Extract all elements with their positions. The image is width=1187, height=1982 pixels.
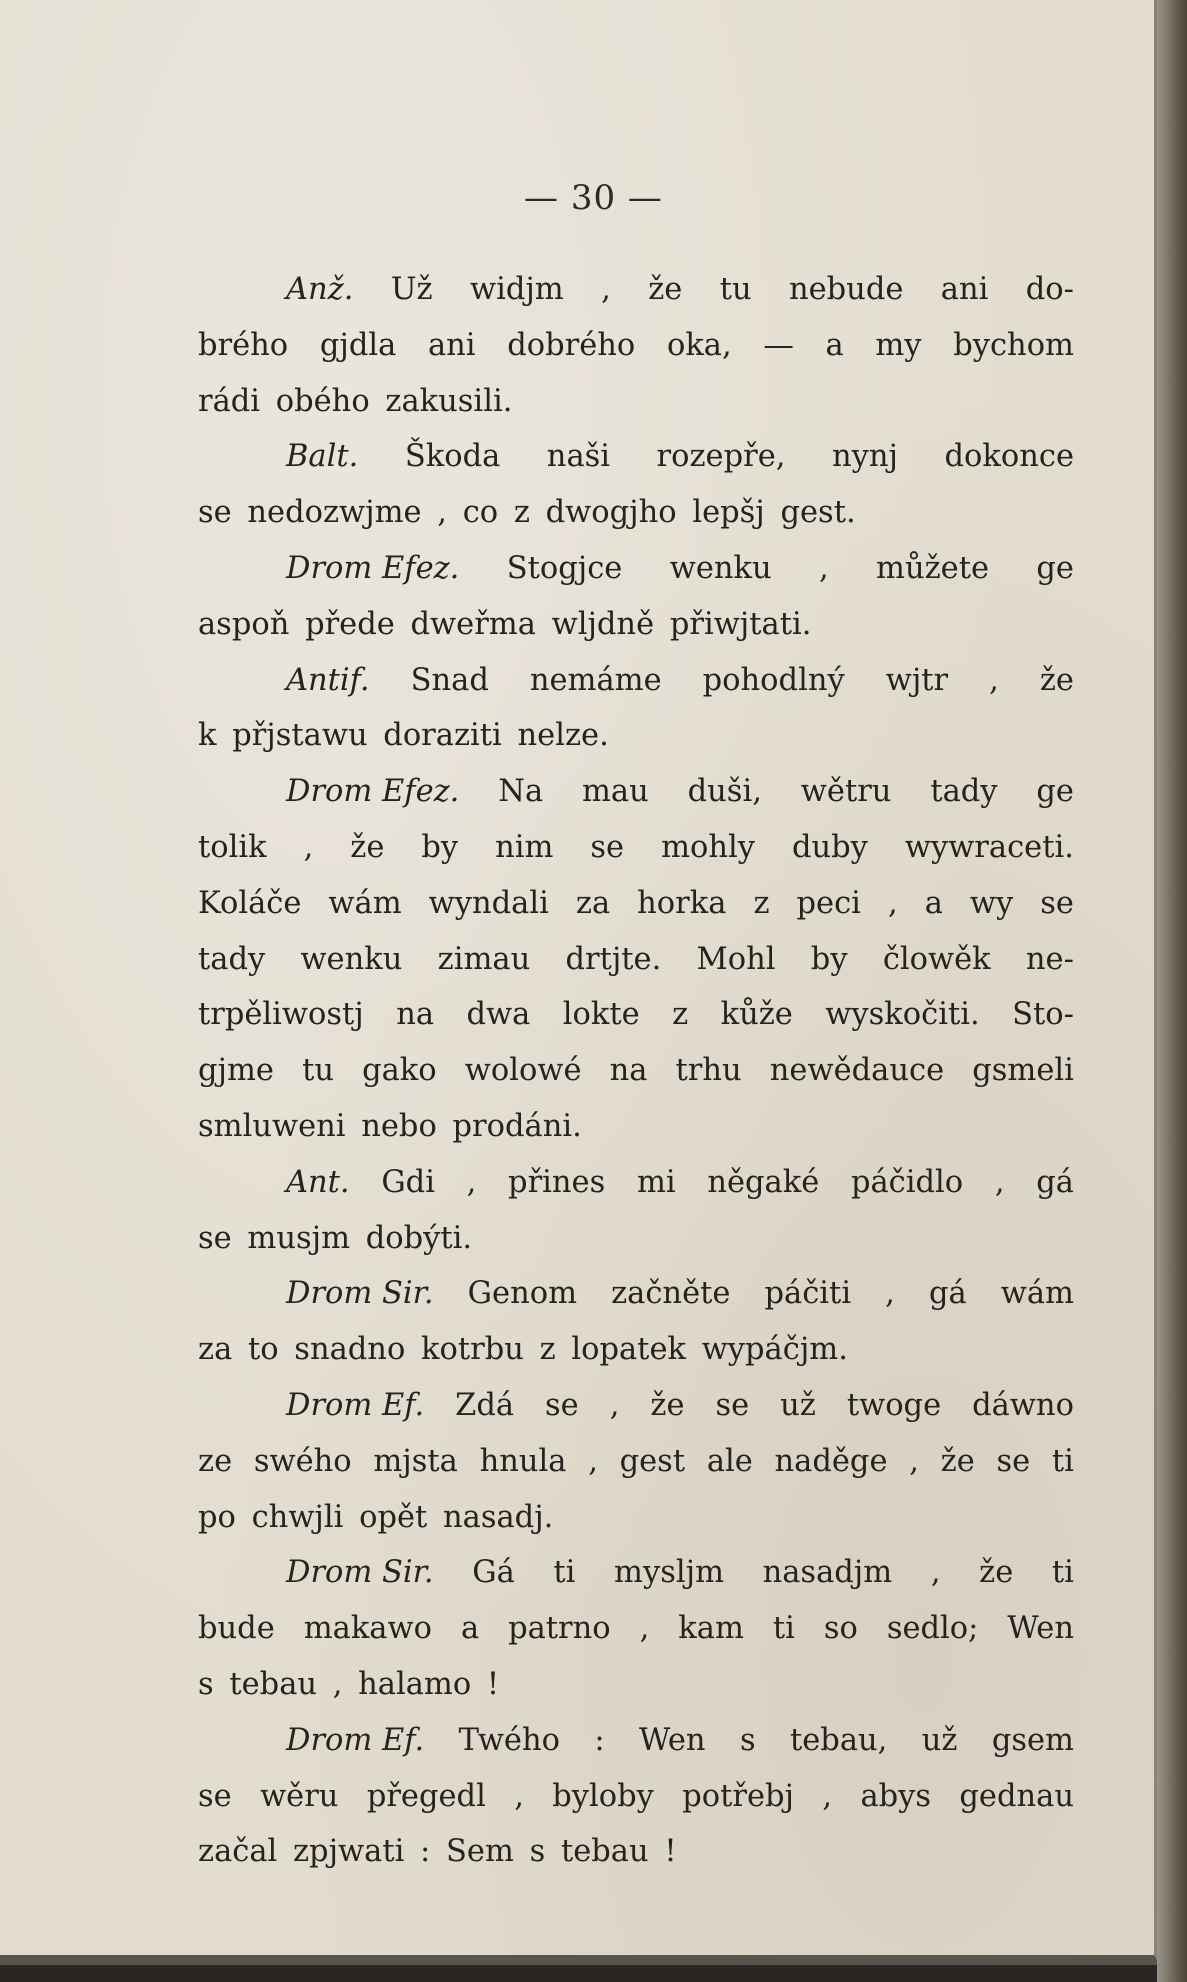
word: rozepře,: [656, 439, 786, 475]
word: aspoň: [198, 606, 290, 642]
word: nemáme: [529, 662, 662, 698]
word: kůže: [720, 997, 793, 1033]
word: wypáčjm.: [701, 1332, 848, 1368]
word: ,: [437, 495, 447, 531]
word: oka,: [666, 327, 732, 363]
word: nebude: [788, 272, 904, 307]
speaker-name: Anž.: [286, 272, 354, 307]
word: Snad: [410, 662, 489, 698]
page-right-edge: [1157, 0, 1187, 1982]
word: z: [539, 1332, 556, 1368]
word: sedlo;: [886, 1611, 979, 1647]
word: swého: [253, 1443, 352, 1479]
word: to: [247, 1332, 279, 1368]
text-line: [198, 708, 1074, 764]
word: peci: [796, 885, 861, 921]
word: smluweni: [198, 1108, 346, 1144]
word: mysljm: [614, 1555, 724, 1591]
word: !: [664, 1834, 677, 1870]
word: gá: [928, 1276, 967, 1312]
word: ,: [887, 885, 898, 921]
word: wěru: [260, 1778, 339, 1814]
word: už: [921, 1722, 958, 1758]
word: duši,: [687, 774, 762, 810]
word: ze: [198, 1443, 233, 1479]
word: doraziti: [383, 718, 502, 754]
word: makawo: [303, 1611, 432, 1647]
word: na: [609, 1053, 648, 1089]
word: dokonce: [944, 439, 1074, 475]
word: se: [198, 495, 232, 531]
word: se: [996, 1443, 1031, 1479]
word: dwogjho: [545, 495, 677, 531]
speaker-name: Drom Efez.: [286, 550, 460, 586]
word: se: [1040, 885, 1074, 921]
text-line: [198, 1211, 1074, 1267]
word: ,: [514, 1778, 524, 1814]
word: :: [420, 1834, 431, 1870]
word: z: [513, 495, 530, 531]
word: že: [1039, 662, 1074, 698]
word: že: [979, 1555, 1014, 1591]
word: wolowé: [464, 1053, 582, 1089]
word: Twého: [458, 1722, 560, 1758]
word: Sem: [446, 1834, 514, 1870]
speaker-name: Drom Sir.: [286, 1276, 434, 1312]
word: se: [198, 1778, 232, 1814]
word: ,: [466, 1164, 477, 1200]
word: dobrého: [507, 327, 636, 363]
word: ,: [989, 662, 999, 698]
word: wyskočiti.: [825, 997, 980, 1033]
word: patrno: [508, 1611, 611, 1647]
word: horka: [637, 885, 727, 921]
word: ,: [303, 829, 314, 865]
word: mjsta: [373, 1443, 458, 1479]
word: kotrbu: [421, 1332, 524, 1368]
word: že: [350, 829, 385, 865]
word: wyndali: [428, 885, 549, 921]
word: wjtr: [885, 662, 949, 698]
word: trpěliwostj: [198, 997, 364, 1033]
word: páčiti: [764, 1276, 852, 1312]
word: tady: [198, 941, 266, 977]
text-line: [198, 1266, 1074, 1322]
word: ,: [909, 1443, 919, 1479]
word: nynj: [831, 439, 898, 475]
word: —: [763, 327, 794, 363]
word: zpjwati: [292, 1834, 405, 1870]
text-line: [198, 1713, 1074, 1769]
word: přjstawu: [232, 718, 368, 754]
page-number: — 30 —: [524, 178, 663, 218]
word: páčidlo: [850, 1164, 964, 1200]
word: abys: [860, 1778, 932, 1814]
word: nebo: [361, 1108, 437, 1144]
word: tebau: [229, 1666, 318, 1702]
word: začal: [198, 1834, 278, 1870]
word: přede: [305, 606, 395, 642]
text-line: [198, 597, 1074, 653]
text-line: [198, 1601, 1074, 1657]
word: nelze.: [517, 718, 609, 754]
word: přiwjtati.: [669, 606, 812, 642]
word: a: [924, 885, 943, 921]
word: s: [198, 1666, 214, 1702]
text-line: [198, 653, 1074, 709]
text-line: [198, 932, 1074, 988]
word: můžete: [876, 550, 990, 586]
word: lokte: [562, 997, 640, 1033]
word: wenku: [300, 941, 403, 977]
word: ge: [1036, 550, 1074, 586]
word: so: [823, 1611, 858, 1647]
word: Wen: [639, 1722, 706, 1758]
word: Zdá: [455, 1387, 515, 1423]
word: dáwno: [972, 1387, 1074, 1423]
word: Stogjce: [506, 550, 623, 586]
word: se: [590, 829, 625, 865]
word: drtjte.: [565, 941, 662, 977]
word: Koláče: [198, 885, 302, 921]
text-line: [198, 541, 1074, 597]
word: gest: [619, 1443, 686, 1479]
word: wám: [328, 885, 402, 921]
text-line: [198, 1099, 1074, 1155]
word: potřebj: [682, 1778, 795, 1814]
word: zimau: [437, 941, 531, 977]
word: Na: [498, 774, 544, 810]
word: duby: [791, 829, 868, 865]
text-line: [198, 374, 1074, 430]
text-line: [198, 1824, 1074, 1880]
word: se: [715, 1387, 750, 1423]
word: ti: [1051, 1555, 1074, 1591]
word: gsmeli: [972, 1053, 1074, 1089]
word: wám: [1000, 1276, 1074, 1312]
text-line: [198, 1322, 1074, 1378]
word: ,: [332, 1666, 343, 1702]
text-line: [198, 764, 1074, 820]
word: tu: [302, 1053, 334, 1089]
word: ani: [940, 272, 989, 307]
word: gjdla: [319, 327, 397, 363]
word: lopatek: [571, 1332, 686, 1368]
word: něgaké: [707, 1164, 820, 1200]
word: už: [780, 1387, 816, 1423]
word: ti: [772, 1611, 795, 1647]
word: Wen: [1007, 1611, 1074, 1647]
word: Gá: [472, 1555, 515, 1591]
word: naši: [546, 439, 611, 475]
word: gá: [1036, 1164, 1074, 1200]
word: my: [875, 327, 922, 363]
word: nasadjm: [762, 1555, 893, 1591]
word: dwa: [466, 997, 531, 1033]
word: :: [594, 1722, 605, 1758]
word: ne-: [1025, 941, 1074, 977]
word: že: [940, 1443, 975, 1479]
word: s: [739, 1722, 756, 1758]
word: ale: [706, 1443, 753, 1479]
word: ,: [994, 1164, 1005, 1200]
speaker-name: Antif.: [286, 662, 370, 698]
word: halamo: [358, 1666, 472, 1702]
word: naděge: [774, 1443, 888, 1479]
word: se: [545, 1387, 579, 1423]
word: k: [198, 718, 217, 754]
word: by: [421, 829, 459, 865]
word: ti: [1051, 1443, 1074, 1479]
word: mohly: [661, 829, 755, 865]
word: snadno: [294, 1332, 406, 1368]
word: za: [198, 1332, 233, 1368]
word: začněte: [611, 1276, 731, 1312]
word: Mohl: [696, 941, 776, 977]
word: s: [529, 1834, 546, 1870]
word: mau: [582, 774, 649, 810]
word: wenku: [669, 550, 772, 586]
word: že: [648, 272, 683, 307]
text-line: [198, 1155, 1074, 1211]
word: ,: [930, 1555, 941, 1591]
text-line: [198, 485, 1074, 541]
word: po: [198, 1499, 236, 1535]
word: co: [462, 495, 499, 531]
word: !: [486, 1666, 500, 1702]
speaker-name: Balt.: [286, 439, 359, 475]
word: ge: [1036, 774, 1074, 810]
word: rádi: [198, 383, 261, 419]
word: z: [672, 997, 689, 1033]
word: wljdně: [551, 606, 655, 642]
word: ,: [601, 272, 611, 307]
word: gest.: [780, 495, 856, 531]
word: widjm: [469, 272, 564, 307]
word: přines: [508, 1164, 606, 1200]
speaker-name: Drom Ef.: [286, 1722, 425, 1758]
word: nedozwjme: [247, 495, 422, 531]
text-line: [198, 1545, 1074, 1601]
word: gjme: [198, 1053, 274, 1089]
word: brého: [198, 327, 289, 363]
word: Sto-: [1012, 997, 1074, 1033]
word: gednau: [959, 1778, 1074, 1814]
word: obého: [275, 383, 370, 419]
text-line: [198, 1378, 1074, 1434]
text-line: [198, 1769, 1074, 1825]
speaker-name: Drom Ef.: [286, 1387, 425, 1423]
word: že: [650, 1387, 685, 1423]
word: ,: [885, 1276, 895, 1312]
word: dobýti.: [365, 1220, 473, 1256]
word: do-: [1025, 272, 1074, 307]
word: by: [810, 941, 848, 977]
word: ,: [819, 550, 829, 586]
word: hnula: [479, 1443, 567, 1479]
word: wywraceti.: [904, 829, 1074, 865]
body-text: [198, 262, 1074, 1880]
word: kam: [678, 1611, 744, 1647]
speaker-name: Ant.: [286, 1164, 350, 1200]
word: chwjli: [251, 1499, 344, 1535]
text-line: [198, 1043, 1074, 1099]
word: gsem: [991, 1722, 1074, 1758]
word: pohodlný: [702, 662, 845, 698]
word: prodáni.: [452, 1108, 582, 1144]
word: zakusili.: [385, 383, 513, 419]
word: tolik: [198, 829, 267, 865]
word: za: [575, 885, 611, 921]
word: gako: [362, 1053, 437, 1089]
word: nim: [495, 829, 554, 865]
word: lepšj: [692, 495, 765, 531]
word: tebau: [560, 1834, 649, 1870]
word: Gdi: [381, 1164, 435, 1200]
word: ,: [609, 1387, 620, 1423]
word: se: [198, 1220, 232, 1256]
speaker-name: Drom Sir.: [286, 1555, 434, 1591]
word: newědauce: [769, 1053, 945, 1089]
word: bude: [198, 1611, 275, 1647]
text-line: [198, 1657, 1074, 1713]
word: tu: [719, 272, 752, 307]
word: a: [460, 1611, 480, 1647]
word: z: [753, 885, 770, 921]
text-line: [198, 318, 1074, 374]
text-line: [198, 876, 1074, 932]
text-line: [198, 987, 1074, 1043]
text-line: [198, 1490, 1074, 1546]
word: přegedl: [366, 1778, 486, 1814]
word: wětru: [800, 774, 892, 810]
text-line: [198, 820, 1074, 876]
word: Už: [390, 272, 433, 307]
word: ti: [553, 1555, 576, 1591]
text-line: [198, 429, 1074, 485]
word: tebau,: [789, 1722, 888, 1758]
word: musjm: [247, 1220, 351, 1256]
word: ani: [427, 327, 476, 363]
text-line: [198, 262, 1074, 318]
word: ,: [639, 1611, 650, 1647]
word: Genom: [467, 1276, 578, 1312]
word: člowěk: [882, 941, 991, 977]
word: trhu: [675, 1053, 742, 1089]
word: bychom: [953, 327, 1074, 363]
word: ,: [822, 1778, 833, 1814]
word: na: [396, 997, 435, 1033]
speaker-name: Drom Efez.: [286, 774, 460, 810]
word: byloby: [552, 1778, 654, 1814]
word: a: [825, 327, 844, 363]
word: twoge: [846, 1387, 942, 1423]
word: nasadj.: [443, 1499, 554, 1535]
text-line: [198, 1434, 1074, 1490]
word: wy: [969, 885, 1014, 921]
word: tady: [930, 774, 998, 810]
word: ,: [588, 1443, 598, 1479]
word: opět: [359, 1499, 428, 1535]
word: Škoda: [404, 439, 501, 475]
word: dweřma: [410, 606, 536, 642]
word: mi: [636, 1164, 676, 1200]
